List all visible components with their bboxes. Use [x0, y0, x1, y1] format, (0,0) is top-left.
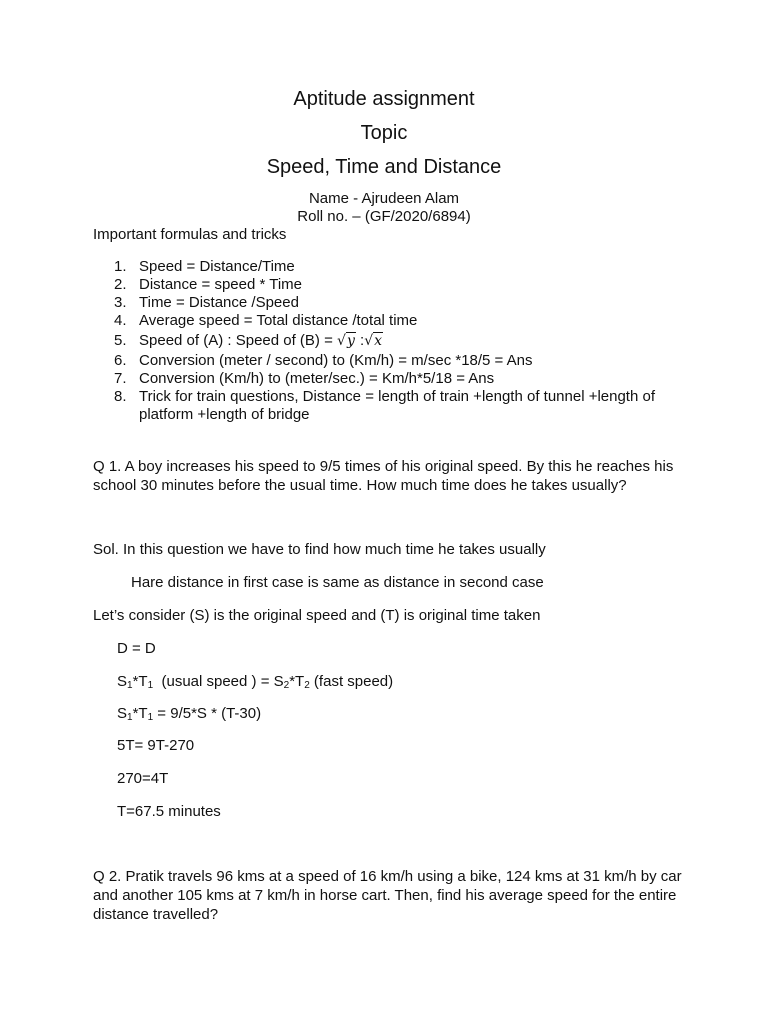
list-item: 5. Speed of (A) : Speed of (B) = √y :√x: [114, 332, 383, 349]
author-name: Name - Ajrudeen Alam: [308, 190, 460, 207]
solution-answer: T=67.5 minutes: [117, 803, 221, 820]
solution-step: $S_1*T_1$ (usual speed ) = $S_2*T_2$ (fast speed): [117, 673, 394, 691]
topic-label: Topic: [360, 122, 408, 144]
solution-line: Hare distance in first case is same as distance in second case: [131, 574, 544, 591]
list-item: 7. Conversion (Km/h) to (meter/sec.) = Km/h*5/18 = Ans: [114, 370, 495, 387]
question-1: Q 1. A boy increases his speed to 9/5 times of his original speed. By this he reaches his school 30 minutes before the usual time. How much time does he takes usually?: [93, 458, 674, 494]
list-item: 6. Conversion (meter / second) to (Km/h) = m/sec *18/5 = Ans: [114, 352, 533, 369]
roll-number: Roll no. – (GF/2020/6894): [297, 208, 471, 225]
sqrt-y: √y: [337, 333, 355, 349]
list-item: 8. Trick for train questions, Distance = length of train +length of tunnel +length of platform +length of bridge: [114, 388, 655, 423]
document-title: Aptitude assignment: [293, 88, 475, 110]
solution-step: 270=4T: [117, 770, 169, 787]
formulas-heading: Important formulas and tricks: [93, 226, 287, 243]
list-item: 2. Distance = speed * Time: [114, 276, 303, 293]
topic-heading: Speed, Time and Distance: [266, 156, 502, 178]
list-item: 4. Average speed = Total distance /total time: [114, 312, 418, 329]
solution-step: D = D: [117, 640, 156, 657]
list-item: 1. Speed = Distance/Time: [114, 258, 295, 275]
formula-list: [114, 258, 694, 424]
solution-step: 5T= 9T-270: [117, 737, 195, 754]
solution-intro: Sol. In this question we have to find how much time he takes usually: [93, 541, 546, 558]
question-2: Q 2. Pratik travels 96 kms at a speed of 16 km/h using a bike, 124 kms at 31 km/h by car and another 105 kms at 7 km/h in horse cart. Then, find his average speed for the entire distance travelled?: [93, 868, 682, 923]
solution-step: $S_1*T_1 = 9/5*S * (T-30)$: [117, 705, 262, 723]
sqrt-x: √x: [364, 333, 383, 349]
solution-line: Let’s consider (S) is the original speed and (T) is original time taken: [93, 607, 541, 624]
list-item: 3. Time = Distance /Speed: [114, 294, 299, 311]
